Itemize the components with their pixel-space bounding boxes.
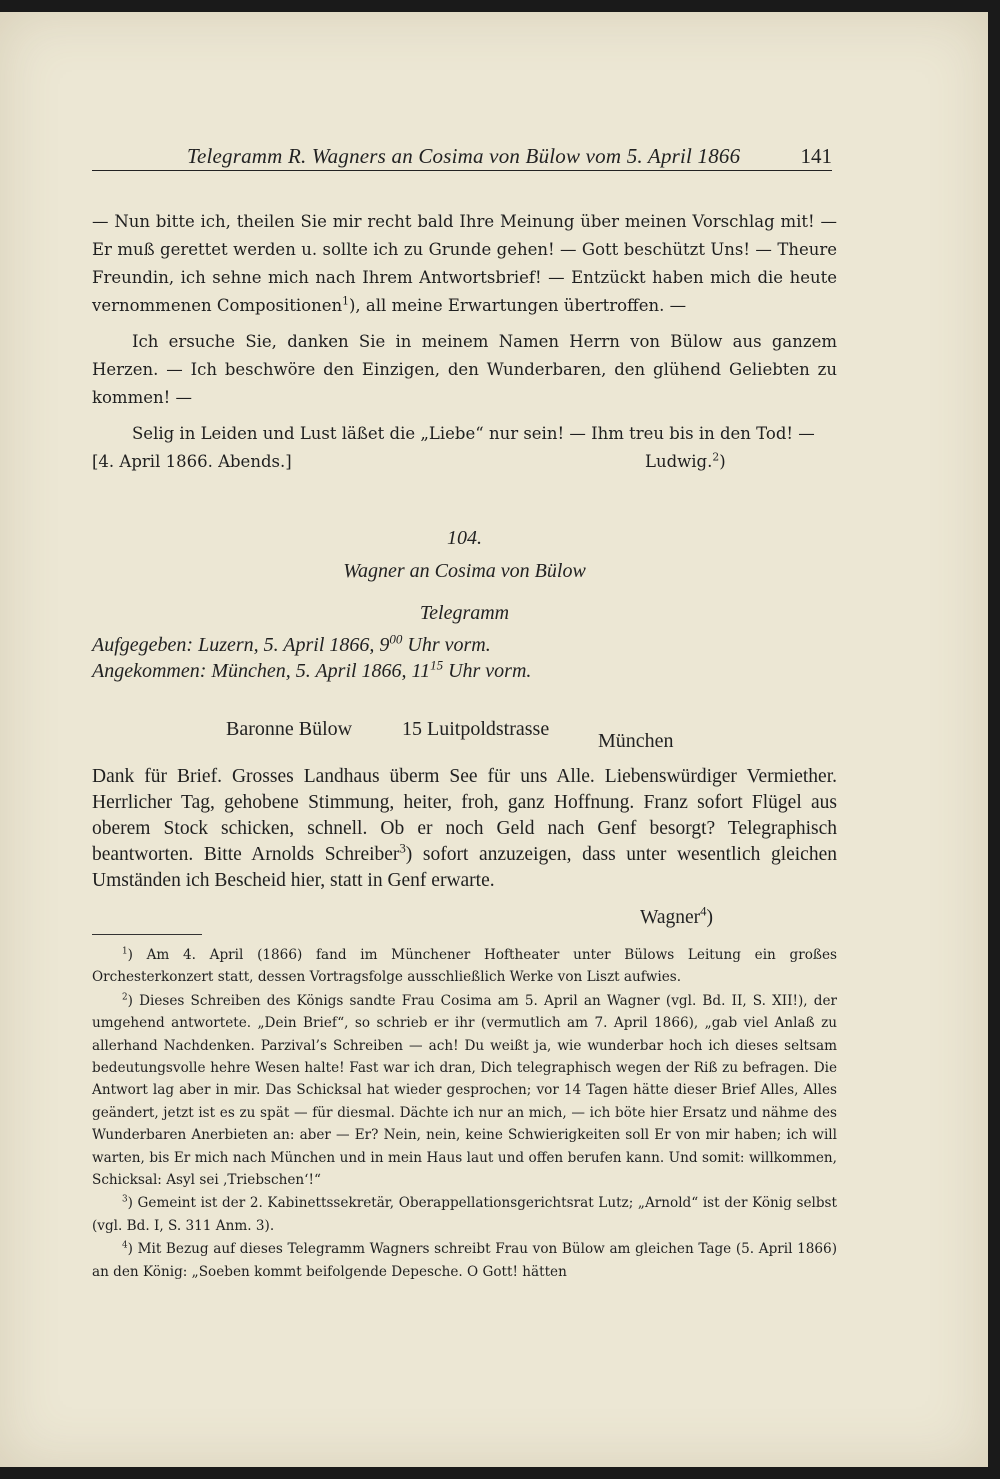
letter-date: [4. April 1866. Abends.] bbox=[92, 452, 292, 471]
book-page bbox=[0, 12, 988, 1467]
footnote: $^3$) Gemeint ist der 2. Kabinettssekretär, Oberappellationsgerichtsrat Lutz; „Arnold“ ist der König selbst (vgl. Bd. I, S. 311 Anm. 3). bbox=[92, 1194, 837, 1234]
footnote: $^4$) Mit Bezug auf dieses Telegramm Wagners schreibt Frau von Bülow am gleichen Tage (5. April 1866) an den König: „Soeben kommt beifolgende Depesche. O Gott! hätten bbox=[92, 1240, 837, 1280]
address-city: München bbox=[598, 730, 674, 752]
address-name: Baronne Bülow bbox=[226, 718, 353, 740]
letter-paragraph: Ich ersuche Sie, danken Sie in meinem Namen Herrn von Bülow aus ganzem Herzen. — Ich beschwöre den Einzigen, den Wunderbaren, den glühend Geliebten zu kommen! — bbox=[92, 332, 837, 407]
received-line: Angekommen: München, 5. April 1866, $11^{15}$ Uhr vorm. bbox=[92, 657, 532, 682]
footnote: $^1$) Am 4. April (1866) fand im Münchener Hoftheater unter Bülows Leitung ein großes Orchesterkonzert statt, dessen Vortragsfolge ausschließlich Werke von Liszt aufwies. bbox=[92, 946, 837, 986]
address-street: 15 Luitpoldstrasse bbox=[402, 718, 550, 740]
footnote: $^2$) Dieses Schreiben des Königs sandte Frau Cosima am 5. April an Wagner (vgl. Bd. II, S. XII!), der umgehend antwortete. „Dein Brief“, so schrieb er ihr (vermutlich am 7. April 1866), „gab viel Anlaß zu allerhand Nachdenken. Parzival’s Schreiben — ach! Du weißt ja, wie wunderbar hoch ich dieses seltsam bedeutungsvolle hehre Wesen halte! Fast war ich dran, Dich telegraphisch wegen der Riß zu befragen. Die Antwort lag aber in mir. Das Schicksal hat wieder gesprochen; vor 14 Tagen hätte dieser Brief Alles, Alles geändert, jetzt ist es zu spät — für diesmal. Dächte ich nur an mich, — ich böte hier Ersatz und nähme des Wunderbaren Anerbieten an: aber — Er? Nein, nein, keine Schwierigkeiten soll Er von mir haben; ich will warten, bis Er mich nach München und in mein Haus laut und offen berufen kann. Und somit: willkommen, Schicksal: Asyl sei ‚Triebschen‘!“ bbox=[92, 992, 837, 1189]
page-number: 141 bbox=[800, 144, 832, 168]
letter-paragraph: Selig in Leiden und Lust läßet die „Liebe“ nur sein! — Ihm treu bis in den Tod! — bbox=[132, 424, 815, 443]
footnote-rule bbox=[92, 934, 202, 935]
running-title: Telegramm R. Wagners an Cosima von Bülow vom 5. April 1866 bbox=[187, 144, 741, 168]
telegram-body: Dank für Brief. Grosses Landhaus überm See für uns Alle. Liebenswürdiger Vermiether. Herrlicher Tag, gehobene Stimmung, heiter, froh, ganz Hoffnung. Franz sofort Flügel aus oberem Stock schicken, schnell. Ob er noch Geld nach Genf besorgt? Telegraphisch beantworten. Bitte Arnolds Schreiber$^3$) sofort anzuzeigen, dass unter wesentlich gleichen Umständen ich Bescheid hier, statt in Genf erwarte. bbox=[92, 766, 837, 891]
document-subtitle: Telegramm bbox=[419, 602, 510, 624]
letter-body bbox=[92, 208, 837, 448]
telegram-signature: Wagner$^4$) bbox=[640, 904, 713, 928]
footnotes bbox=[92, 944, 837, 1284]
letter-signer: Ludwig.$^2$) bbox=[645, 450, 726, 471]
running-header bbox=[92, 130, 832, 171]
sent-line: Aufgegeben: Luzern, 5. April 1866, $9^{00}$ Uhr vorm. bbox=[92, 631, 491, 656]
document-title: Wagner an Cosima von Bülow bbox=[343, 560, 586, 582]
document-number: 104. bbox=[447, 527, 482, 549]
letter-paragraph: — Nun bitte ich, theilen Sie mir recht bald Ihre Meinung über meinen Vorschlag mit! — Er muß gerettet werden u. sollte ich zu Grunde gehen! — Gott beschützt Uns! — Theure Freundin, ich sehne mich nach Ihrem Antwortsbrief! — Entzückt haben mich die heute vernommenen Compositionen$^1$), all meine Erwartungen übertroffen. — bbox=[92, 212, 837, 315]
letter-signature-row bbox=[92, 452, 837, 482]
